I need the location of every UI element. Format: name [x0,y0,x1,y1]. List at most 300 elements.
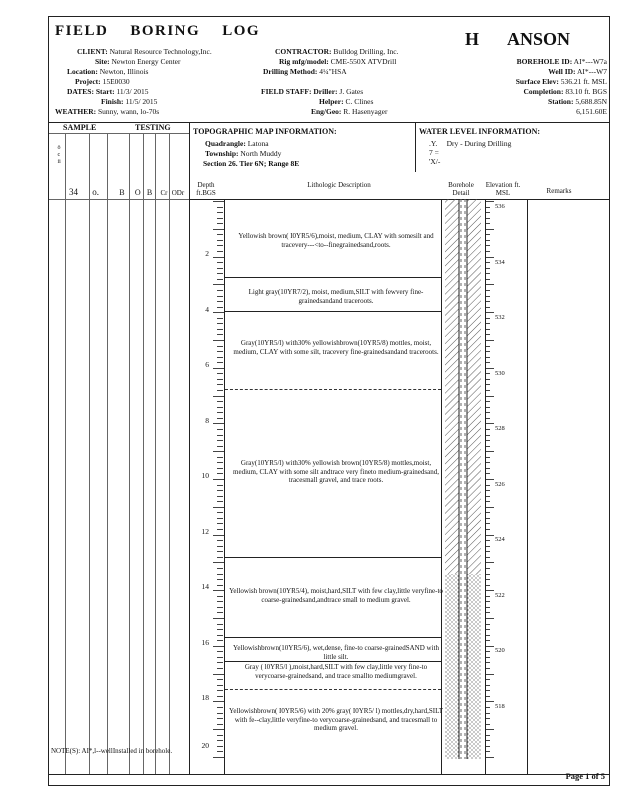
elevation-tick [486,501,490,502]
layer-boundary-dashed [225,689,441,690]
elevation-tick [486,512,490,513]
depth-tick [217,607,223,608]
elevation-label: 518 [495,703,505,710]
completion-label: Completion: [523,87,564,96]
elevation-label: 524 [495,536,505,543]
borehole-column-header: Borehole Detail [448,181,474,197]
depth-tick [217,501,223,502]
elevation-tick [486,373,490,374]
quad-value: Latona [247,139,269,148]
elevation-tick [486,757,494,758]
weather-label: WEATHER: [55,107,97,116]
finish-label: Finish: [101,97,124,106]
completion-value: 83.10 ft. BGS [565,87,607,96]
depth-tick [217,485,223,486]
depth-tick [217,679,223,680]
depth-tick [213,423,224,424]
company-logo [465,29,570,50]
depth-tick [213,507,224,508]
start-date: 11/3/ 2015 [116,87,149,96]
depth-tick [213,229,224,230]
elevation-label: 528 [495,425,505,432]
depth-label: 20 [201,741,209,750]
depth-tick [217,568,223,569]
elevation-tick [486,223,490,224]
depth-tick [217,362,223,363]
depth-tick [217,357,223,358]
depth-tick [217,262,223,263]
elevation-tick [486,451,494,452]
sample-divider [49,133,189,134]
depth-tick [213,312,224,313]
depth-label: 8 [205,416,209,425]
sample-number: 34 [69,187,78,197]
depth-tick [217,690,223,691]
elevation-tick [486,635,490,636]
elevation-tick [486,457,490,458]
depth-tick [217,290,223,291]
elevation-label: 534 [495,259,505,266]
sample-header-bottom [49,199,189,200]
depth-tick [213,757,224,758]
depth-tick [217,329,223,330]
depth-tick [217,429,223,430]
elevation-label: 522 [495,592,505,599]
depth-tick [217,418,223,419]
topo-info [205,139,299,169]
depth-tick [213,479,224,480]
depth-tick [217,279,223,280]
depth-tick [217,557,223,558]
depth-tick [213,729,224,730]
depth-tick [217,223,223,224]
depth-tick [213,284,224,285]
depth-tick [213,535,224,536]
sample-row [53,187,184,197]
sample-b: B [146,188,153,197]
elevation-tick [486,262,490,263]
elevation-tick [486,657,490,658]
borehole-hatch-left [445,199,459,574]
header-right [457,57,607,117]
quad-label: Quadrangle: [205,139,246,148]
elevation-tick [486,640,490,641]
depth-tick [217,651,223,652]
depth-tick [213,257,224,258]
depth-tick [217,218,223,219]
elevation-tick [486,323,490,324]
section-line: Section 26. Tier 6N; Range 8E [203,159,300,168]
litho-column-header: Lithologic Description [307,181,371,189]
water-column-border [415,122,416,172]
depth-tick [217,518,223,519]
rig-value: CME-550X ATVDrill [330,57,397,66]
elevation-tick [486,423,494,424]
elev-col-border [527,199,528,774]
water-symbol: .Y. [429,139,438,148]
eng-label: Eng/Geo: [311,107,342,116]
remarks-column-header: Remarks [546,187,572,195]
project-label: Project: [75,77,101,86]
contractor-value: Bulldog Drilling, Inc. [333,47,399,56]
elevation-tick [486,713,490,714]
depth-tick [217,412,223,413]
elevation-tick [486,340,494,341]
depth-tick [217,440,223,441]
depth-tick [213,646,224,647]
elevation-tick [486,346,490,347]
layer-description: Yellowish brown(10YR5/4), moist,hard,SILT with few clay,little veryfine-to coarse-grainedsand,andtrace small to medium gravel. [229,587,443,604]
depth-tick [217,318,223,319]
elevation-tick [486,440,490,441]
layer-description: Gray(10YR5/l) with30% yellowishbrown(10YR5/8) mottles, moist, medium, CLAY with some silt, tracevery fine-grainedsandand traceroots. [233,339,439,356]
elevation-tick [486,201,494,202]
elevation-label: 526 [495,481,505,488]
depth-tick [213,590,224,591]
depth-tick [217,512,223,513]
header-left [55,47,212,117]
elevation-tick [486,362,490,363]
layer-boundary [225,311,441,312]
dates-label: DATES: Start: [67,87,115,96]
elevation-tick [486,523,490,524]
driller-value: J. Gates [339,87,364,96]
elevation-tick [486,446,490,447]
borehole-hatch-right [467,199,481,574]
station-label: Station: [548,97,574,106]
depth-tick [217,457,223,458]
layer-boundary [225,661,441,662]
sample-recovery: O [134,188,141,197]
depth-label: 6 [205,360,209,369]
depth-tick [217,579,223,580]
depth-tick [217,401,223,402]
elevation-tick [486,662,490,663]
depth-tick [217,245,223,246]
depth-tick [217,629,223,630]
elevation-tick [486,696,490,697]
elevation-tick [486,301,490,302]
depth-tick [217,696,223,697]
depth-tick [217,657,223,658]
elevation-tick [486,218,490,219]
elevation-tick [486,685,490,686]
elevation-tick [486,429,490,430]
depth-tick [217,735,223,736]
layer-description: Gray ( l0YR5/l ),moist,hard,SILT with few clay,little very fine-to verycoarse-grainedsand, and trace smallto mediumgravel. [244,663,428,680]
elevation-tick [486,618,494,619]
elevation-tick [486,507,494,508]
elevation-tick [486,401,490,402]
depth-tick [217,668,223,669]
finish-date: 11/5/ 2015 [125,97,158,106]
elevation-tick [486,396,494,397]
layer-description: Yellowish brown( I0YR5/6),moist, medium, CLAY with somesilt and tracevery---<to--finegrainedsand,roots. [238,232,434,249]
depth-label: 10 [201,471,209,480]
elevation-tick [486,318,490,319]
depth-tick [217,346,223,347]
header-divider [49,122,609,123]
sample-col-div [107,133,108,774]
elevation-tick [486,312,494,313]
depth-col-border [224,199,225,774]
elevation-tick [486,690,490,691]
elevation-tick [486,624,490,625]
header-middle [259,47,398,117]
depth-tick [217,351,223,352]
elevation-tick [486,479,494,480]
method-label: Drilling Method: [263,67,318,76]
depth-tick [217,334,223,335]
elevation-tick [486,257,494,258]
depth-tick [217,268,223,269]
well-label: Well ID: [548,67,576,76]
elevation-tick [486,518,490,519]
elevation-tick [486,307,490,308]
elevation-tick [486,296,490,297]
elevation-tick [486,234,490,235]
elevation-tick [486,240,490,241]
depth-tick [217,390,223,391]
title-word: LOG [222,23,261,39]
elevation-tick [486,651,490,652]
depth-tick [213,451,224,452]
depth-tick [217,635,223,636]
surface-value: 536.21 ft. MSL [560,77,607,86]
elevation-tick [486,334,490,335]
elevation-tick [486,585,490,586]
depth-tick [217,251,223,252]
depth-tick [217,323,223,324]
well-value: AI*---W7 [577,67,607,76]
title-word: BORING [130,23,201,39]
depth-tick [217,551,223,552]
depth-tick [217,596,223,597]
site-value: Newton Energy Center [111,57,181,66]
eng-value: R. Hasenyager [343,107,388,116]
depth-tick [217,523,223,524]
elevation-tick [486,290,490,291]
elevation-tick [486,546,490,547]
elevation-tick [486,746,490,747]
sample-column-border [189,122,190,774]
borehole-sand-right [467,574,481,759]
depth-tick [213,701,224,702]
depth-tick [217,301,223,302]
station2-value: 6,151.60E [576,107,607,116]
water-mark2: 'X/- [429,157,441,166]
depth-tick [217,490,223,491]
depth-label: 2 [205,249,209,258]
sample-col-div [129,133,130,774]
layer-description: Light gray(10YR7/2), moist, medium,SILT with fewvery fine-grainedsandand traceroots. [248,288,424,305]
layer-boundary [225,637,441,638]
depth-tick [217,407,223,408]
depth-tick [217,296,223,297]
notes: NOTE(S): AI*,l--wellInstalled in borehole. [51,747,173,755]
depth-tick [213,368,224,369]
sample-col-div [155,133,156,774]
location-value: Newton, Illinois [99,67,149,76]
depth-tick [217,585,223,586]
elevation-tick [486,390,490,391]
sample-col-div [89,133,90,774]
depth-tick [217,273,223,274]
logo-left: H [465,29,480,49]
depth-tick [213,562,224,563]
depth-tick [217,473,223,474]
depth-tick [217,307,223,308]
depth-tick [217,685,223,686]
project-value: 15E0030 [102,77,130,86]
water-note: Dry - During Drilling [446,139,512,148]
elevation-tick [486,207,490,208]
depth-tick [217,379,223,380]
depth-tick [217,718,223,719]
elevation-tick [486,646,494,647]
elevation-tick [486,496,490,497]
borehole-value: AI*---W7a [573,57,607,66]
elevation-tick [486,557,490,558]
elevation-tick [486,462,490,463]
elevation-tick [486,412,490,413]
footer-divider [49,774,609,775]
depth-tick [217,640,223,641]
depth-label: 14 [201,582,209,591]
depth-tick [213,340,224,341]
elevation-tick [486,268,490,269]
elevation-tick [486,668,490,669]
depth-tick [217,662,223,663]
surface-label: Surface Elev: [515,77,559,86]
elevation-tick [486,590,494,591]
elevation-tick [486,379,490,380]
page-title [55,23,282,40]
helper-label: Helper: [319,97,344,106]
elevation-tick [486,284,494,285]
elevation-tick [486,245,490,246]
depth-tick [217,468,223,469]
depth-tick [217,601,223,602]
elevation-tick [486,540,490,541]
layer-description: Yellowishbrown( I0YR5/6) with 20% gray( I0YR5/ l) mottles,dry,hard,SILT with fe--clay,little veryfine-to verycoarse-grainedsand, and tracesmall to medium gravel. [229,707,444,732]
township-label: Township: [205,149,239,158]
depth-tick [217,234,223,235]
depth-tick [217,207,223,208]
depth-tick [217,529,223,530]
page-number: Page 1 of 5 [565,771,605,781]
depth-tick [217,612,223,613]
sample-type: o. [92,187,99,197]
depth-tick [213,396,224,397]
station-value: 5,688.85N [575,97,607,106]
elevation-tick [486,729,494,730]
elevation-tick [486,384,490,385]
depth-tick [217,574,223,575]
borehole-graphic [441,199,485,759]
elevation-tick [486,601,490,602]
depth-label: 16 [201,638,209,647]
elevation-tick [486,551,490,552]
township-value: North Muddy [240,149,282,158]
elevation-tick [486,751,490,752]
sample-col-div [143,133,144,774]
elevation-tick [486,707,490,708]
depth-label: 4 [205,305,209,314]
layer-description: Yellowishbrown(10YR5/6), wet,dense, fine-to coarse-grainedSAND with little silt. [233,644,439,661]
client-label: CLIENT: [77,47,108,56]
method-value: 4¼"HSA [319,67,347,76]
elevation-tick [486,329,490,330]
elevation-tick [486,718,490,719]
elevation-tick [486,351,490,352]
elevation-tick [486,562,494,563]
sample-odr: ODr [171,189,185,197]
contractor-label: CONTRACTOR: [275,47,332,56]
depth-tick [213,618,224,619]
column-header-divider [189,199,609,200]
layer-boundary [225,557,441,558]
depth-tick [217,435,223,436]
water-heading: WATER LEVEL INFORMATION: [419,127,541,136]
elevation-tick [486,468,490,469]
elevation-tick [486,579,490,580]
depth-label: 18 [201,693,209,702]
layer-boundary [225,277,441,278]
depth-column-header: Depth ft.BGS [196,181,216,197]
depth-tick [217,740,223,741]
depth-tick [213,674,224,675]
depth-tick [217,624,223,625]
elevation-tick [486,568,490,569]
elevation-tick [486,574,490,575]
elevation-label: 532 [495,314,505,321]
sample-cr: Cr [160,189,168,197]
topo-heading: TOPOGRAPHIC MAP INFORMATION: [193,127,337,136]
testing-heading: TESTING [135,123,171,132]
depth-tick [217,446,223,447]
elevation-tick [486,473,490,474]
elevation-tick [486,740,490,741]
elevation-tick [486,279,490,280]
elevation-tick [486,724,490,725]
depth-tick [213,201,224,202]
elevation-tick [486,229,494,230]
elevation-tick [486,612,490,613]
elevation-tick [486,629,490,630]
elevation-label: 536 [495,203,505,210]
depth-tick [217,546,223,547]
elevation-tick [486,607,490,608]
sample-col-div [169,133,170,774]
title-word: FIELD [55,23,109,39]
depth-label: 12 [201,527,209,536]
depth-tick [217,746,223,747]
location-label: Location: [67,67,98,76]
depth-tick [217,707,223,708]
depth-tick [217,384,223,385]
sample-heading: SAMPLE [63,123,97,132]
water-mark: 7 = [429,148,439,157]
depth-tick [217,540,223,541]
depth-tick [217,462,223,463]
staff-label: FIELD STAFF: Driller: [261,87,338,96]
elevation-tick [486,674,494,675]
elevation-label: 530 [495,370,505,377]
elevation-tick [486,435,490,436]
depth-tick [217,724,223,725]
depth-tick [217,713,223,714]
